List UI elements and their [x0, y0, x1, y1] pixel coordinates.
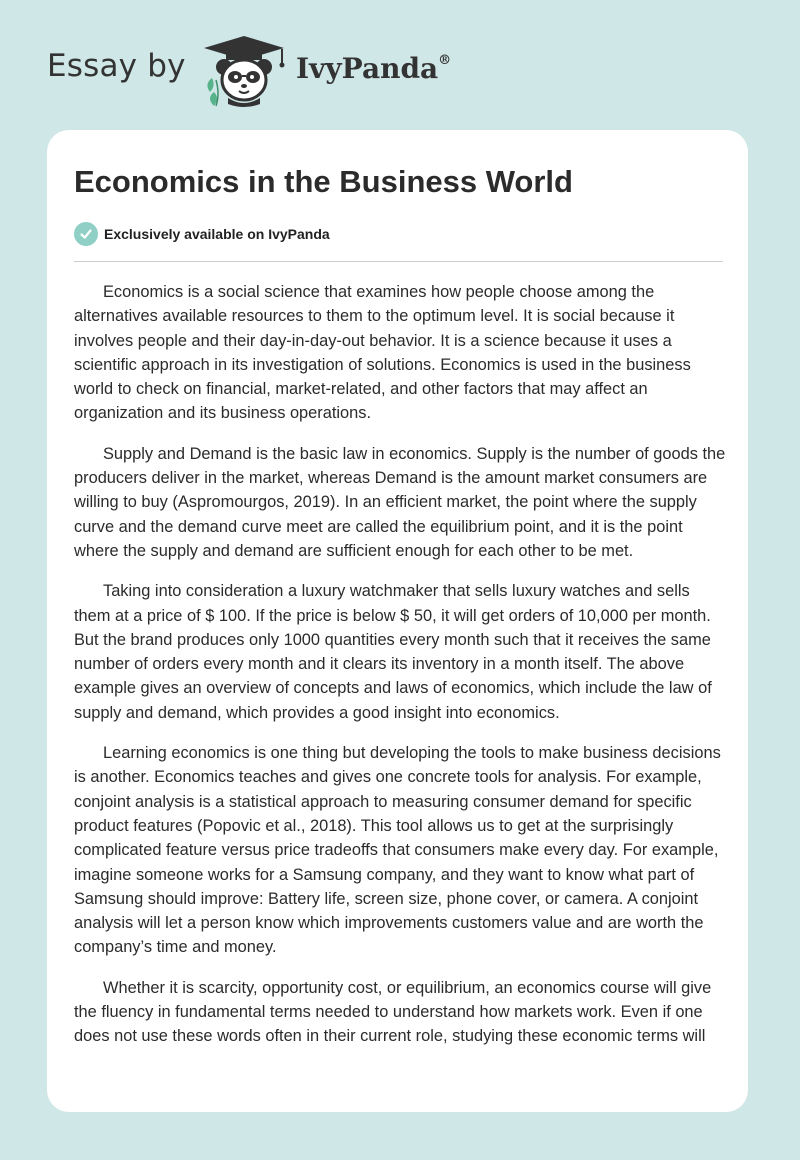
divider [74, 261, 723, 262]
paragraph: Whether it is scarcity, opportunity cost, or equilibrium, an economics course will give the fluency in fundamental terms needed to understand how markets work. Even if one does not use these words often in their current role, studying these economic terms will [74, 978, 712, 1046]
paragraph: Supply and Demand is the basic law in economics. Supply is the number of goods the producers deliver in the market, whereas Demand is the amount market consumers are willing to buy (Aspromourgos, 2019). In an efficient market, the point where the supply curve and the demand curve meet are called the equilibrium point, and it is the point where the supply and demand are sufficient enough for each other to be met. [74, 444, 726, 560]
brand-name[interactable]: IvyPanda® [296, 52, 452, 85]
paragraph: Learning economics is one thing but developing the tools to make business decisions is another. Economics teaches and gives one concrete tools for analysis. For example, conjoint analysis is a statistical approach to measuring consumer demand for specific product features (Popovic et al., 2018). This tool allows us to get at the surprisingly complicated feature versus price tradeoffs that consumers make every day. For example, imagine someone works for a Samsung company, and they want to know what part of Samsung should improve: Battery life, screen size, phone cover, or camera. A conjoint analysis will let a person know which improvements customers value and are worth the company’s time and money. [74, 744, 721, 957]
paragraph: Economics is a social science that examines how people choose among the alternatives available resources to them to the optimum level. It is social because it involves people and their day-in-day-out behavior. It is a science because it uses a scientific approach in its investigation of solutions. Economics is used in the business world to check on financial, market-related, and other factors that may affect an organization and its business operations. [74, 283, 691, 423]
exclusive-badge [74, 222, 330, 246]
exclusive-label: Exclusively available on IvyPanda [104, 226, 330, 242]
essay-body [74, 280, 729, 1065]
checkmark-icon [74, 222, 98, 246]
essay-card [47, 130, 748, 1112]
essay-by-label: Essay by [47, 48, 186, 84]
panda-logo-icon[interactable] [198, 34, 290, 108]
paragraph: Taking into consideration a luxury watchmaker that sells luxury watches and sells them at a price of $ 100. If the price is below $ 50, it will get orders of 10,000 per month. But the brand produces only 1000 quantities every month such that it receives the same number of orders every month and it clears its inventory in a month itself. The above example gives an overview of concepts and laws of economics, which include the law of supply and demand, which provides a good insight into economics. [74, 582, 712, 722]
page-title: Economics in the Business World [74, 164, 573, 199]
registered-mark: ® [438, 52, 452, 68]
site-header [0, 0, 800, 130]
